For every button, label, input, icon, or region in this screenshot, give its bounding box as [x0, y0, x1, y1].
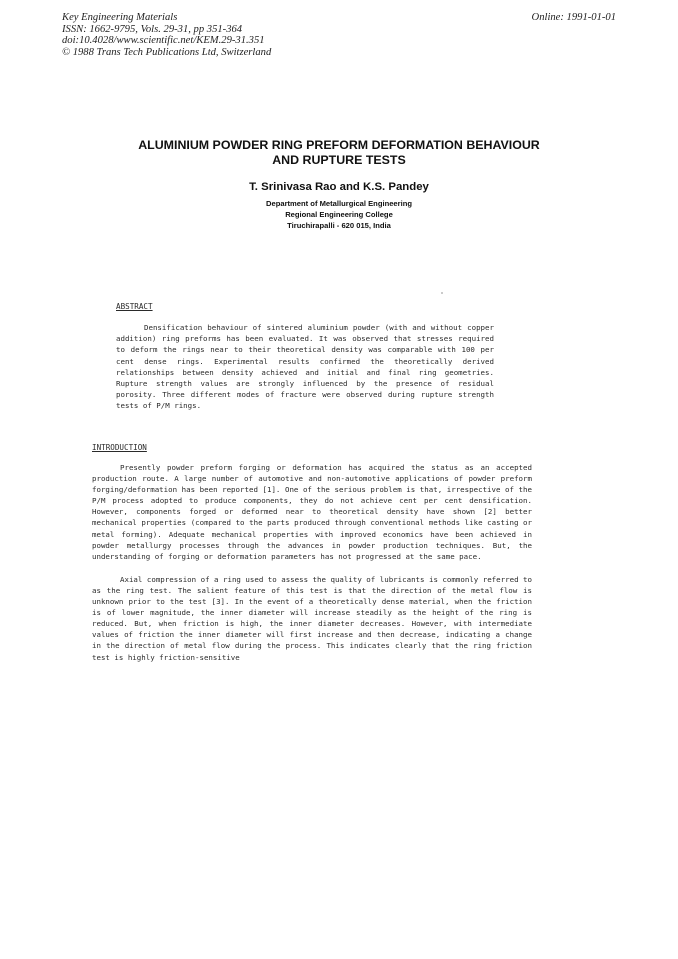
copyright-line: © 1988 Trans Tech Publications Ltd, Switzerland: [62, 46, 272, 58]
journal-name: Key Engineering Materials: [62, 12, 178, 23]
abstract-body: [116, 322, 494, 412]
paper-title: [60, 138, 618, 168]
abstract-heading: ABSTRACT: [116, 302, 153, 311]
affiliation: [60, 199, 618, 231]
doi-line: doi:10.4028/www.scientific.net/KEM.29-31.351: [62, 35, 265, 47]
introduction-paragraph-2: Axial compression of a ring used to assess the quality of lubricants is commonly referred to as the ring test. The salient feature of this test is that the direction of the metal flow is unknown prior to the test [3]. In the event of a theoretically dense material, when the friction is of lower magnitude, the inner diameter will increase steadily as the height of the ring is reduced. But, when friction is high, the inner diameter decreases. However, with intermediate values of friction the inner diameter will first increase and then decrease, indicating a change in the direction of metal flow during the process. This indicates clearly that the ring friction test is highly friction-sensitive: [92, 574, 532, 662]
introduction-body: [92, 462, 532, 663]
introduction-paragraph-1: Presently powder preform forging or deformation has acquired the status as an accepted production route. A large number of automotive and non-automotive applications of powder preform forging/deformation has been reported [1]. One of the serious problem is that, irrespective of the P/M process adopted to produce components, they do not achieve cent per cent densification. However, components forged or deformed near to theoretical density have shown [2] better mechanical properties (compared to the parts produced through conventional methods like casting or metal forming). Adequate mechanical properties with improved economics have been achieved in powder metallurgy processes through the advances in powder production techniques. But, the understanding of forging or deformation parameters has not progressed at the same pace.: [92, 463, 532, 561]
publication-metadata: [62, 12, 271, 58]
online-date: Online: 1991-01-01: [531, 12, 616, 23]
affiliation-college: Regional Engineering College: [285, 209, 393, 219]
affiliation-city: Tiruchirapalli - 620 015, India: [287, 220, 391, 230]
paper-authors: T. Srinivasa Rao and K.S. Pandey: [249, 181, 429, 193]
introduction-heading: INTRODUCTION: [92, 443, 147, 452]
abstract-text: Densification behaviour of sintered aluminium powder (with and without copper addition) ring preforms has been evaluated. It was observed that stresses required to deform the rings near to their theoretical density was comparable with 100 per cent dense rings. Experimental results confirmed the theoretically derived relationships between density achieved and initial and final ring geometries. Rupture strength values are strongly influenced by the presence of residual porosity. Three different modes of fracture were observed during rupture strength tests of P/M rings.: [116, 323, 494, 411]
title-line-1: ALUMINIUM POWDER RING PREFORM DEFORMATION BEHAVIOUR: [138, 138, 540, 152]
issn-line: ISSN: 1662-9795, Vols. 29-31, pp 351-364: [62, 23, 243, 35]
scan-speck: [441, 292, 443, 294]
affiliation-department: Department of Metallurgical Engineering: [266, 199, 412, 208]
title-line-2: AND RUPTURE TESTS: [272, 153, 406, 167]
